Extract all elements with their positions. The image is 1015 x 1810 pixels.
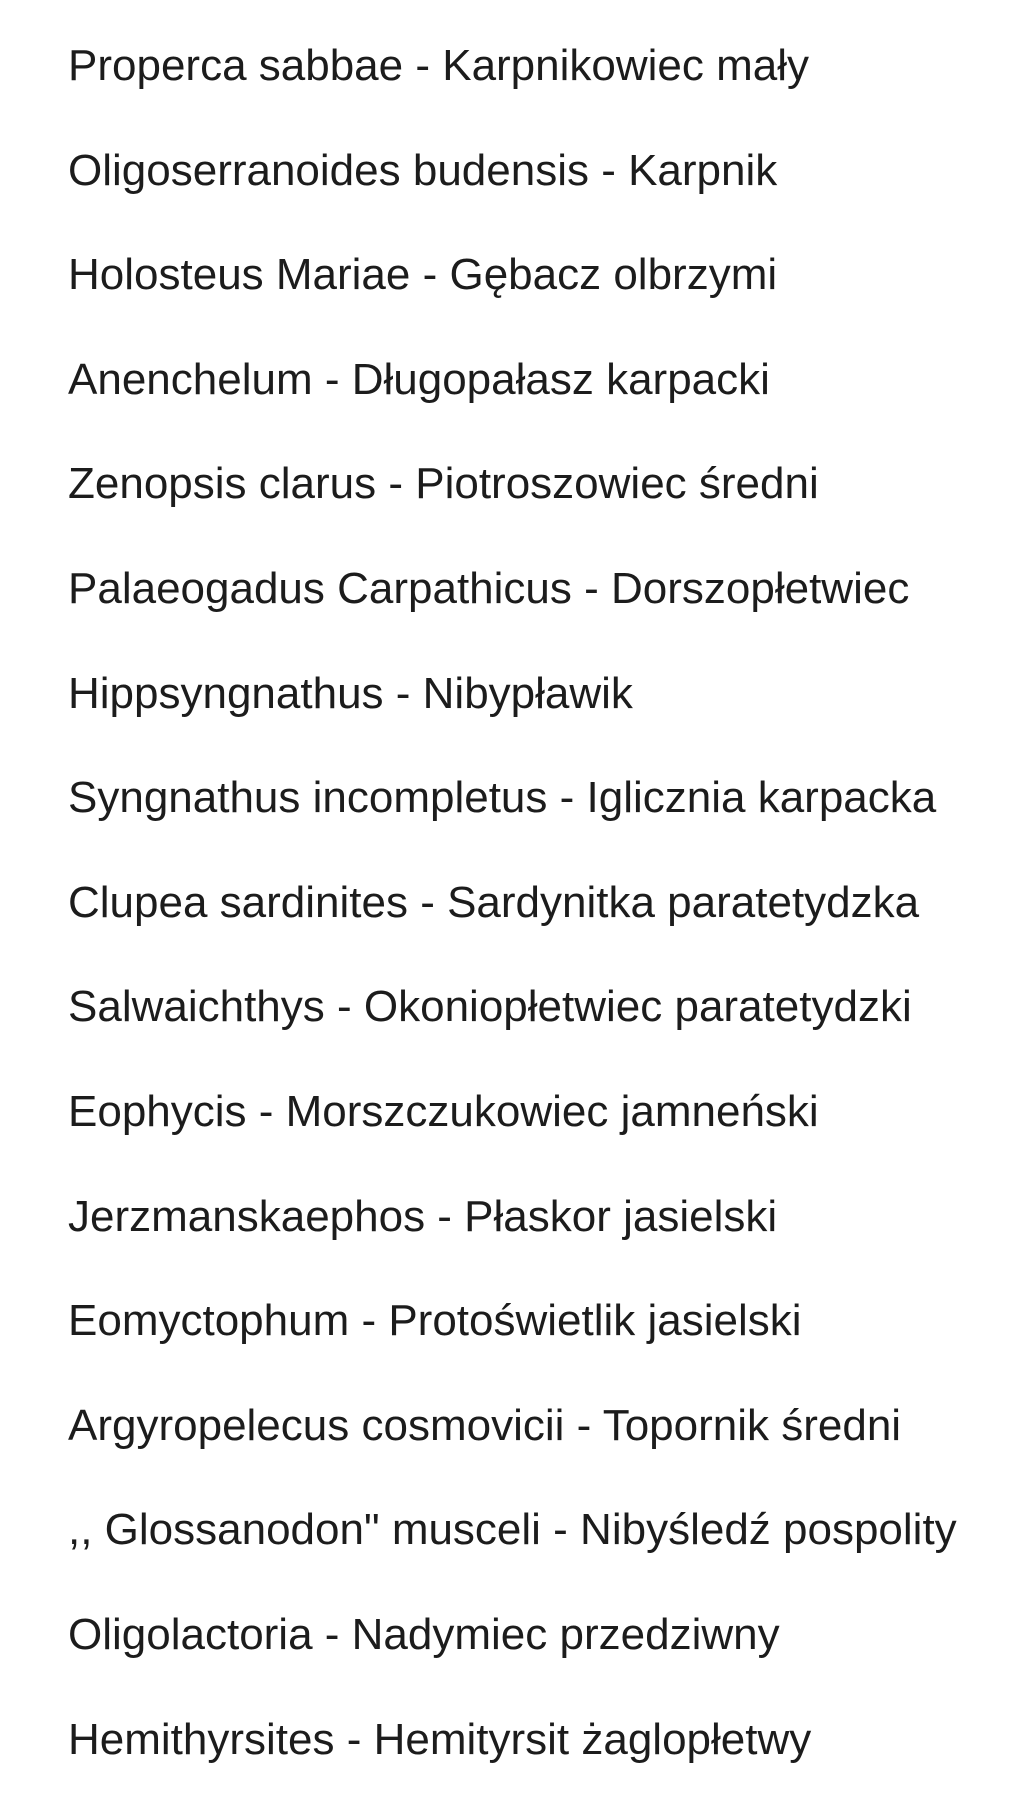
species-item: Palaeogadus Carpathicus - Dorszopłetwiec	[68, 555, 1008, 660]
species-item: Eophycis - Morszczukowiec jamneński	[68, 1078, 1008, 1183]
species-item: ,, Glossanodon" musceli - Nibyśledź pospolity	[68, 1496, 1008, 1601]
species-item: Jerzmanskaephos - Płaskor jasielski	[68, 1183, 1008, 1288]
species-item: Zenopsis clarus - Piotroszowiec średni	[68, 450, 1008, 555]
species-item: Syngnathus incompletus - Iglicznia karpacka	[68, 764, 1008, 869]
species-item: Anenchelum - Długopałasz karpacki	[68, 346, 1008, 451]
species-item: Hemithyrsites - Hemityrsit żaglopłetwy	[68, 1706, 1008, 1810]
species-list	[68, 32, 1008, 1810]
species-item: Argyropelecus cosmovicii - Topornik średni	[68, 1392, 1008, 1497]
species-item: Eomyctophum - Protoświetlik jasielski	[68, 1287, 1008, 1392]
species-item: Holosteus Mariae - Gębacz olbrzymi	[68, 241, 1008, 346]
species-item: Oligoserranoides budensis - Karpnik	[68, 137, 1008, 242]
species-item: Salwaichthys - Okoniopłetwiec paratetydzki	[68, 973, 1008, 1078]
species-item: Properca sabbae - Karpnikowiec mały	[68, 32, 1008, 137]
species-item: Hippsyngnathus - Nibypławik	[68, 660, 1008, 765]
species-item: Clupea sardinites - Sardynitka paratetydzka	[68, 869, 1008, 974]
species-item: Oligolactoria - Nadymiec przedziwny	[68, 1601, 1008, 1706]
